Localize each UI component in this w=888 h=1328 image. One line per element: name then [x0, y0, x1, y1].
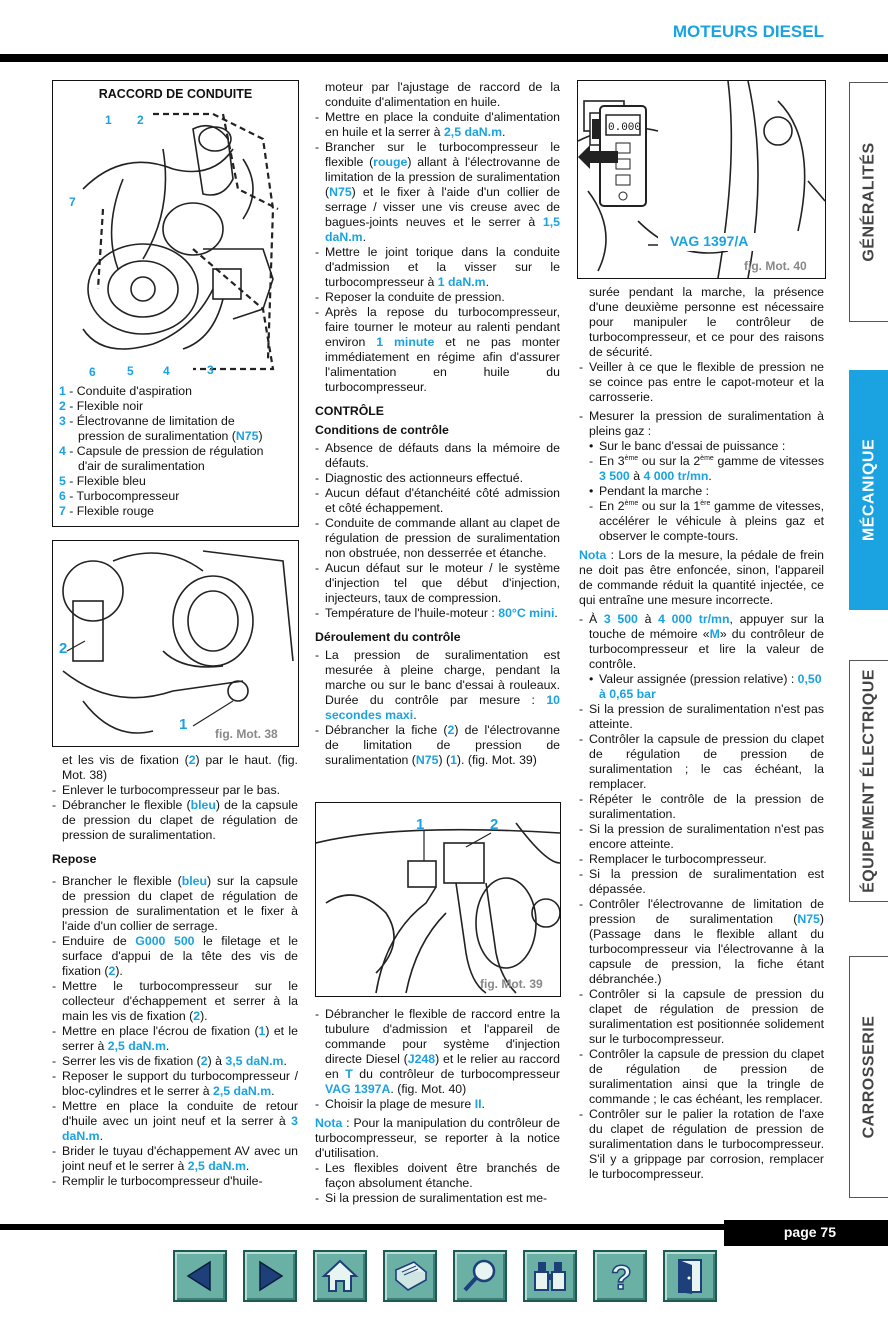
figure-raccord-de-conduite: [52, 80, 299, 527]
section-title: MOTEURS DIESEL: [672, 22, 824, 41]
list-item: - Brider le tuyau d'échappement AV avec un joint neuf et le serrer à 2,5 daN.m.: [52, 1144, 298, 1174]
callout-1: 1: [179, 716, 188, 733]
svg-text:?: ?: [611, 1259, 632, 1296]
prev-arrow-icon: [180, 1256, 220, 1296]
list-item: - Veiller à ce que le flexible de pression ne se coince pas entre le capot-moteur et la carrosserie.: [579, 360, 824, 405]
callout-1: 1: [416, 816, 425, 833]
bullet-item: • Pendant la marche :: [579, 484, 824, 499]
list-item: - Mettre le turbocompresseur sur le collecteur d'échappement et serrer à la main les vis de fixation (2).: [52, 979, 298, 1024]
list-item: - Si la pression de suralimentation est dépassée.: [579, 867, 824, 897]
list-item: - Brancher le flexible (bleu) sur la capsule de pression du clapet de régulation de pression de suralimentation et le fixer à l'aide d'un collier de serrage.: [52, 874, 298, 934]
header-rule: [0, 54, 888, 62]
note: Nota : Lors de la mesure, la pédale de frein ne doit pas être enfoncée, sinon, l'appareil de commande réduit la quantité injectée, ce qui entraîne une mesure incorrecte.: [579, 548, 824, 607]
tab-equipement-electrique[interactable]: ÉQUIPEMENT ÉLECTRIQUE: [849, 660, 888, 902]
sub-list-item: - En 2ème ou sur la 1ère gamme de vitesses, accélérer le véhicule à pleins gaz et observer le compte-tours.: [579, 499, 824, 544]
column-3-text: [579, 285, 824, 1182]
list-item: - Les flexibles doivent être branchés de façon absolument étanche.: [315, 1161, 560, 1191]
figure-caption: fig. Mot. 39: [480, 977, 543, 991]
valve-connector-drawing: [316, 803, 560, 996]
list-item: - Débrancher la fiche (2) de l'électrovanne de limitation de pression de suralimentation (N75) (1). (fig. Mot. 39): [315, 723, 560, 768]
list-item: - Choisir la plage de mesure II.: [315, 1097, 560, 1112]
home-button[interactable]: [313, 1250, 367, 1302]
next-arrow-icon: [250, 1256, 290, 1296]
exit-icon: [670, 1256, 710, 1296]
help-button[interactable]: [593, 1250, 647, 1302]
callout-7: 7: [69, 195, 76, 209]
tab-generalites[interactable]: GÉNÉRALITÉS: [849, 82, 888, 322]
list-item: - La pression de suralimentation est mesurée à pleine charge, pendant la marche ou sur le banc d'essai à rouleaux. Durée du contrôle par mesure : 10 secondes maxi.: [315, 648, 560, 723]
list-item: - Si la pression de suralimentation est me-: [315, 1191, 560, 1206]
figure-mot-40: [577, 80, 826, 279]
list-item: - Brancher sur le turbocompresseur le flexible (rouge) allant à l'électrovanne de limitation de la pression de suralimentation (N75) et le fixer à l'aide d'un collier de serrage / visser une vis creuse avec de bagues-joints neuves et le serrer à 1,5 daN.m.: [315, 140, 560, 245]
callout-4: 4: [163, 364, 170, 378]
list-item: - À 3 500 à 4 000 tr/mn, appuyer sur la touche de mémoire «M» du contrôleur de turbocompresseur et lire la valeur de contrôle.: [579, 612, 824, 672]
figure-title: RACCORD DE CONDUITE: [98, 87, 253, 101]
list-item: - Après la repose du turbocompresseur, faire tourner le moteur au ralenti pendant environ 1 minute et ne pas monter immédiatement en régime afin d'assurer l'alimentation en huile du turbocompresseur.: [315, 305, 560, 395]
column-1-text: [52, 753, 298, 1189]
list-item: - Mettre le joint torique dans la conduite d'admission et la visser sur le turbocompresseur à 1 daN.m.: [315, 245, 560, 290]
paragraph: et les vis de fixation (2) par le haut. (fig. Mot. 38): [62, 753, 298, 782]
column-2-text-lower: [315, 1007, 560, 1206]
figure-legend: 1 - Conduite d'aspiration 2 - Flexible noir 3 - Électrovanne de limitation de pression de suralimentation (N75) 4 - Capsule de pression de régulation d'air de suralimentation 5 - Flexible bleu 6 - Turbocompresseur 7 - Flexible rouge: [59, 384, 264, 518]
list-item: - Mettre en place l'écrou de fixation (1) et le serrer à 2,5 daN.m.: [52, 1024, 298, 1054]
list-item: - Aucun défaut d'étanchéité côté admission et côté échappement.: [315, 486, 560, 516]
search-button[interactable]: [453, 1250, 507, 1302]
list-item: - Contrôler si la capsule de pression du clapet de régulation de pression de suralimentation est positionnée solidement sur le turbocompresseur.: [579, 987, 824, 1047]
callout-2: 2: [59, 640, 68, 657]
paragraph: moteur par l'ajustage de raccord de la conduite d'alimentation en huile.: [325, 80, 560, 109]
figure-caption: fig. Mot. 40: [744, 259, 807, 273]
callout-2: 2: [137, 113, 144, 127]
list-item: - Remplacer le turbocompresseur.: [579, 852, 824, 867]
list-item: - Enlever le turbocompresseur par le bas.: [52, 783, 298, 798]
list-item: - Absence de défauts dans la mémoire de défauts.: [315, 441, 560, 471]
paragraph: surée pendant la marche, la présence d'une deuxième personne est nécessaire pour manipuler le contrôleur de turbocompresseur, et ce pour des raisons de sécurité.: [589, 285, 824, 359]
sub-list-item: - En 3ème ou sur la 2ème gamme de vitesses 3 500 à 4 000 tr/mn.: [579, 454, 824, 484]
list-item: - Remplir le turbocompresseur d'huile-: [52, 1174, 298, 1189]
heading-deroulement: Déroulement du contrôle: [315, 630, 461, 644]
callout-5: 5: [127, 364, 134, 378]
bullet-item: • Valeur assignée (pression relative) : 0,50 à 0,65 bar: [579, 672, 824, 702]
turbo-mount-drawing: [53, 541, 298, 746]
next-page-button[interactable]: [243, 1250, 297, 1302]
heading-controle: CONTRÔLE: [315, 404, 384, 418]
callout-3: 3: [207, 363, 214, 377]
list-item: - Aucun défaut sur le moteur / le système d'injection tel que début d'injection, injecteurs, taux de compression.: [315, 561, 560, 606]
list-item: - Mettre en place la conduite de retour d'huile avec un joint neuf et la serrer à 3 daN.m.: [52, 1099, 298, 1144]
list-item: - Contrôler la capsule de pression du clapet de régulation de pression de suralimentation ; le cas échéant, la remplacer.: [579, 732, 824, 792]
list-item: - Reposer la conduite de pression.: [315, 290, 560, 305]
tab-mecanique[interactable]: MÉCANIQUE: [849, 370, 888, 610]
tool-label: VAG 1397/A: [670, 233, 749, 249]
print-button[interactable]: [383, 1250, 437, 1302]
binoculars-button[interactable]: [523, 1250, 577, 1302]
list-item: - Répéter le contrôle de la pression de suralimentation.: [579, 792, 824, 822]
note: Nota : Pour la manipulation du contrôleur de turbocompresseur, se reporter à la notice d'utilisation.: [315, 1116, 560, 1160]
turbo-drawing: [63, 109, 288, 379]
search-icon: [460, 1256, 500, 1296]
list-item: - Diagnostic des actionneurs effectué.: [315, 471, 560, 486]
bullet-item: • Sur le banc d'essai de puissance :: [579, 439, 824, 454]
callout-2: 2: [490, 816, 499, 833]
list-item: - Température de l'huile-moteur : 80°C mini.: [315, 606, 560, 621]
list-item: - Contrôler l'électrovanne de limitation de pression de suralimentation (N75) (Passage dans le flexible allant du turbocompresseur via l'électrovanne à la capsule de pression, la fiche étant débranchée.): [579, 897, 824, 987]
list-item: - Enduire de G000 500 le filetage et le surface d'appui de la tête des vis de fixation (2).: [52, 934, 298, 979]
help-icon: [600, 1256, 640, 1296]
list-item: - Reposer le support du turbocompresseur / bloc-cylindres et le serrer à 2,5 daN.m.: [52, 1069, 298, 1099]
tester-display: 0.000: [608, 122, 642, 134]
list-item: - Contrôler sur le palier la rotation de l'axe du clapet de régulation de pression de suralimentation dans le turbocompresseur. S'il y a grippage par corrosion, remplacer le turbocompresseur.: [579, 1107, 824, 1182]
list-item: - Si la pression de suralimentation n'est pas encore atteinte.: [579, 822, 824, 852]
figure-mot-39: [315, 802, 561, 997]
page-number: page 75: [783, 1224, 836, 1240]
list-item: - Mesurer la pression de suralimentation à pleins gaz :: [579, 409, 824, 439]
heading-conditions: Conditions de contrôle: [315, 423, 449, 437]
exit-button[interactable]: [663, 1250, 717, 1302]
list-item: - Débrancher le flexible de raccord entre la tubulure d'admission et l'appareil de commande pour système d'injection directe Diesel (J248) et le relier au raccord en T du contrôleur de turbocompresseur VAG 1397A. (fig. Mot. 40): [315, 1007, 560, 1097]
callout-6: 6: [89, 365, 96, 379]
list-item: - Contrôler la capsule de pression du clapet de régulation de pression de suralimentation ainsi que la tringle de commande ; le cas échéant, les remplacer.: [579, 1047, 824, 1107]
binoculars-icon: [530, 1256, 570, 1296]
print-icon: [390, 1256, 430, 1296]
tab-carrosserie[interactable]: CARROSSERIE: [849, 956, 888, 1198]
figure-caption: fig. Mot. 38: [215, 727, 278, 741]
figure-mot-38: [52, 540, 299, 747]
list-item: - Mettre en place la conduite d'alimentation en huile et la serrer à 2,5 daN.m.: [315, 110, 560, 140]
column-2-text: [315, 80, 560, 768]
home-icon: [320, 1256, 360, 1296]
list-item: - Serrer les vis de fixation (2) à 3,5 daN.m.: [52, 1054, 298, 1069]
heading-repose: Repose: [52, 852, 97, 866]
prev-page-button[interactable]: [173, 1250, 227, 1302]
callout-1: 1: [105, 113, 112, 127]
list-item: - Si la pression de suralimentation n'est pas atteinte.: [579, 702, 824, 732]
list-item: - Conduite de commande allant au clapet de régulation de pression de suralimentation non obstruée, non desserrée et étanche.: [315, 516, 560, 561]
list-item: - Débrancher le flexible (bleu) de la capsule de pression du clapet de régulation de pression de suralimentation.: [52, 798, 298, 843]
